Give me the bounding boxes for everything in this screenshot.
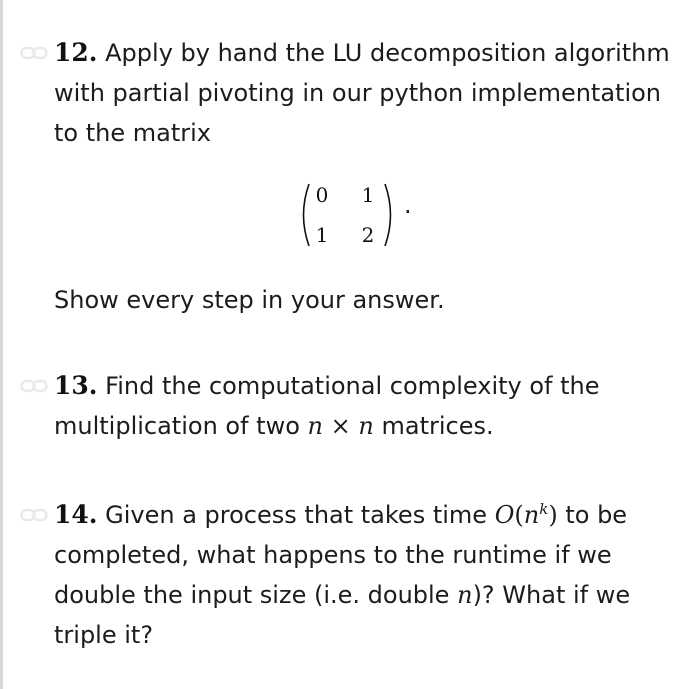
math-n: n: [457, 581, 473, 609]
link-icon[interactable]: [20, 376, 48, 396]
math-exponent-k: k: [539, 500, 549, 518]
problem-text-mid: to be completed, what happens to the runtime if we double the input size (i.e. double: [54, 501, 628, 609]
math-n: n: [358, 412, 374, 440]
link-icon[interactable]: [20, 43, 48, 63]
matrix-cell: 0: [315, 183, 329, 207]
matrix-cell: 1: [315, 223, 329, 247]
matrix-period: .: [404, 191, 412, 219]
problem-12-followup: Show every step in your answer.: [54, 286, 445, 314]
link-icon[interactable]: [20, 505, 48, 525]
problem-text: Apply by hand the LU decomposition algorithm with partial pivoting in our python implementation to the matrix: [54, 39, 670, 147]
problem-number: 13.: [54, 371, 98, 400]
math-close-paren: ): [548, 501, 558, 529]
math-open-paren: (: [514, 501, 524, 529]
problem-13: [54, 366, 674, 446]
problem-number: 12.: [54, 38, 98, 67]
problem-12: [54, 33, 674, 153]
big-o-expression: [495, 501, 558, 529]
math-O: O: [494, 501, 515, 529]
matrix-cell: 2: [361, 223, 375, 247]
problem-text-end: matrices.: [381, 412, 494, 440]
left-border: [0, 0, 3, 689]
problem-text: Given a process that takes time: [105, 501, 488, 529]
math-n: n: [523, 501, 540, 529]
problem-text: Find the computational complexity of the multiplication of two: [54, 372, 600, 440]
matrix: [298, 180, 418, 250]
matrix-cell: 1: [361, 183, 375, 207]
problem-14: [54, 495, 674, 655]
problem-number: 14.: [54, 500, 98, 529]
problem-text-end: )? What if we triple it?: [54, 581, 631, 649]
math-times: ×: [330, 412, 351, 440]
math-n: n: [307, 412, 324, 440]
